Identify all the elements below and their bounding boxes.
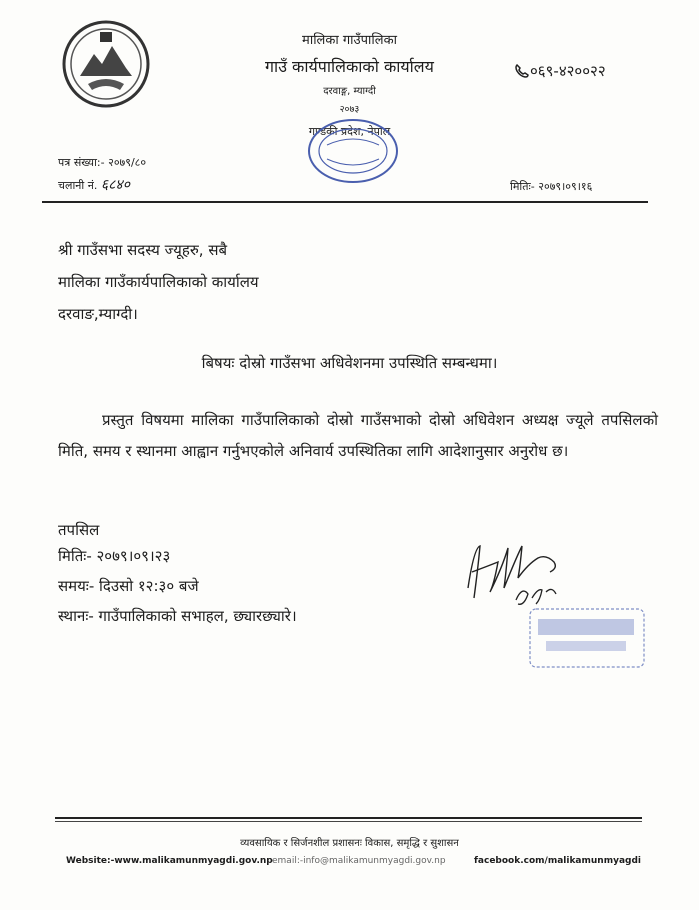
- phone-text: ०६९-४२००२२: [530, 62, 606, 80]
- details-time: समयः- दिउसो १२:३० बजे: [58, 577, 199, 595]
- letter-date: [510, 179, 592, 194]
- recipient-line-2: मालिका गाउँकार्यपालिकाको कार्यालय: [58, 273, 259, 291]
- body-text: प्रस्तुत विषयमा मालिका गाउँपालिकाको दोस्रो गाउँसभाको दोस्रो अधिवेशन अध्यक्ष ज्यूले तपसिलको मिति, समय र स्थानमा आह्वान गर्नुभएकोले अनिवार्य उपस्थितिका लागि आदेशानुसार अनुरोध छ।: [58, 411, 658, 460]
- subject-line: बिषयः दोस्रो गाउँसभा अधिवेशनमा उपस्थिति सम्बन्धमा।: [201, 354, 498, 372]
- established-year: २०७३: [339, 104, 360, 115]
- date-value: २०७९।०९।१६: [538, 180, 593, 193]
- ref-label: पत्र संख्या:-: [58, 156, 105, 169]
- phone-icon: [514, 64, 530, 78]
- details-date: मितिः- २०७९।०९।२३: [58, 547, 171, 565]
- header-divider: [42, 201, 648, 203]
- footer-motto: व्यवसायिक र सिर्जनशील प्रशासनः विकास, समृद्धि र सुशासन: [240, 838, 459, 849]
- ref-value: २०७९/८०: [108, 156, 147, 169]
- footer-website: Website:-www.malikamunmyagdi.gov.np: [66, 856, 273, 866]
- dispatch-value: ६८४०: [100, 177, 130, 193]
- details-place: स्थानः- गाउँपालिकाको सभाहल, छ्यारछ्यारे।: [58, 607, 297, 625]
- date-label: मितिः-: [510, 180, 535, 193]
- footer-email: email:-info@malikamunmyagdi.gov.np: [272, 856, 446, 866]
- details-heading: तपसिल: [58, 521, 100, 539]
- ref-number: [58, 155, 146, 170]
- dispatch-number: [58, 175, 130, 194]
- footer-divider: [55, 817, 642, 819]
- letter-body: [58, 405, 658, 467]
- phone-number: [514, 61, 606, 81]
- municipality-name: मालिका गाउँपालिका: [302, 33, 397, 48]
- province-name: गण्डकी प्रदेश, नेपाल: [308, 125, 391, 138]
- office-title: गाउँ कार्यपालिकाको कार्यालय: [265, 57, 434, 76]
- recipient-line-3: दरवाङ,म्याग्दी।: [58, 305, 138, 323]
- footer-facebook: facebook.com/malikamunmyagdi: [474, 856, 641, 866]
- officer-stamp-icon: [528, 603, 648, 673]
- recipient-line-1: श्री गाउँसभा सदस्य ज्यूहरु, सबै: [58, 241, 228, 259]
- office-seal-icon: [303, 115, 403, 185]
- dispatch-label: चलानी नं.: [58, 179, 98, 192]
- footer-divider-thin: [55, 821, 642, 822]
- office-location: दरवाङ्ग, म्याग्दी: [323, 86, 376, 97]
